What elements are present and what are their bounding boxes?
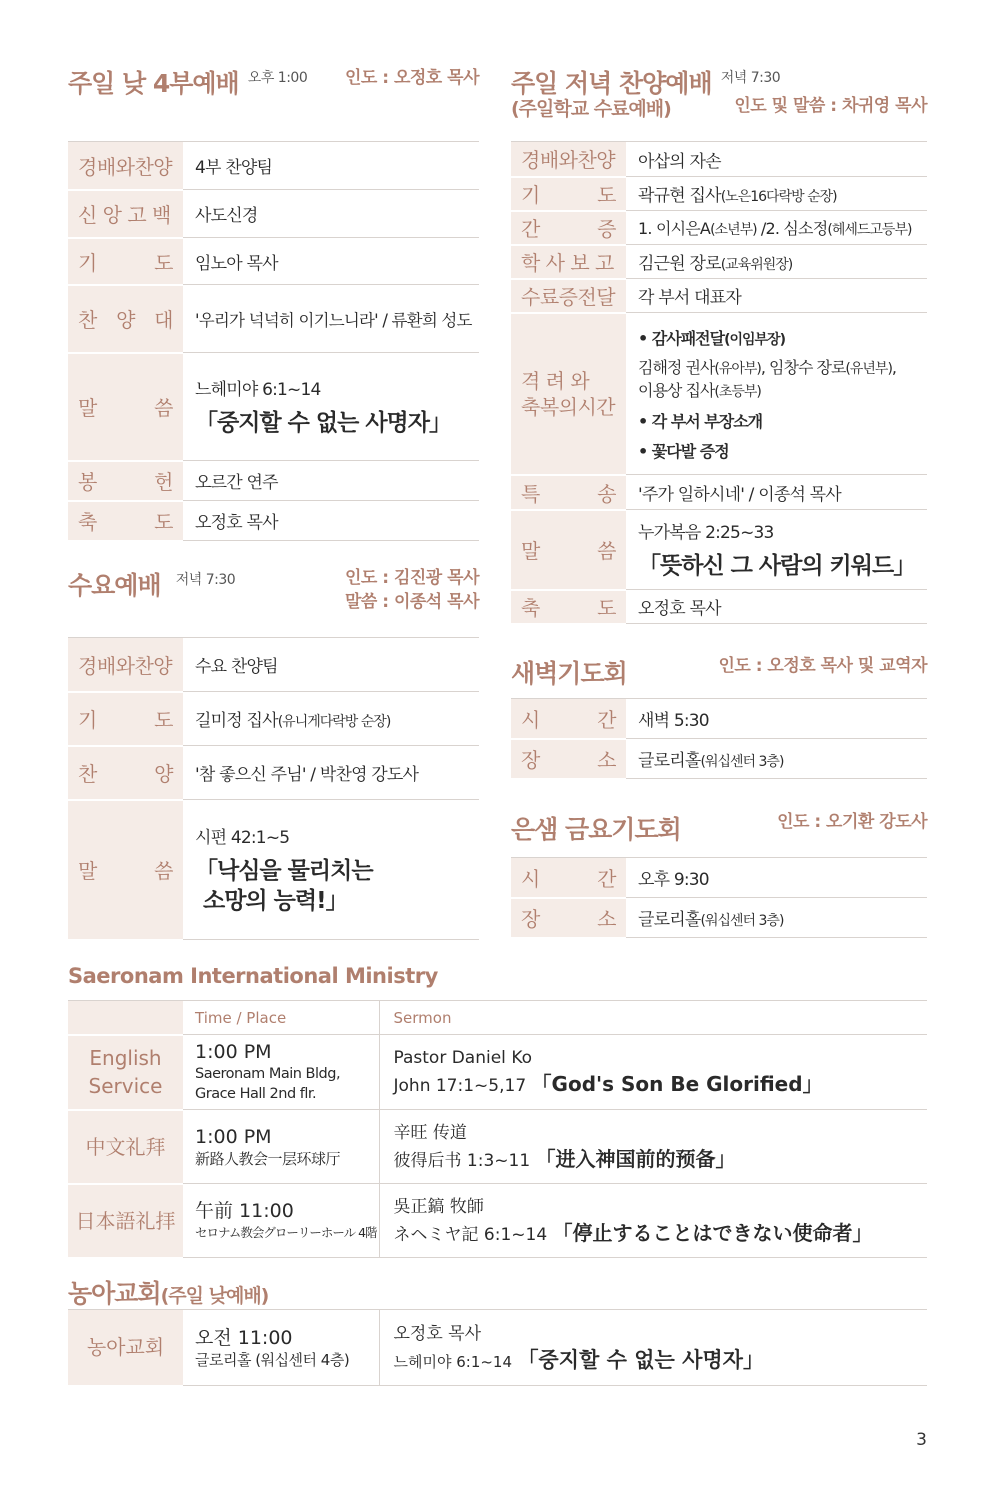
dawn-header bbox=[511, 654, 927, 686]
row-value bbox=[626, 739, 927, 779]
table-row bbox=[68, 501, 479, 541]
friday-table bbox=[511, 857, 927, 939]
label-text: 격 려 와 bbox=[521, 368, 590, 393]
table-row bbox=[511, 313, 927, 475]
recipients-line2 bbox=[638, 380, 915, 403]
table-row bbox=[511, 279, 927, 313]
row-label: 수료증전달 bbox=[511, 279, 626, 313]
table-row bbox=[68, 1184, 927, 1258]
row-value: 각 부서 대표자 bbox=[626, 279, 927, 313]
value-note: (유니게다락방 순장) bbox=[277, 714, 391, 730]
table-row bbox=[68, 461, 479, 501]
row-value: 오정호 목사 bbox=[626, 590, 927, 624]
sermon-cell bbox=[379, 1035, 927, 1110]
header-sermon: Sermon bbox=[379, 1001, 927, 1035]
scripture-reference: ネヘミヤ記 6:1~14 bbox=[393, 1224, 548, 1245]
separator: , bbox=[891, 358, 897, 377]
table-row bbox=[68, 238, 479, 285]
row-label: 축 도 bbox=[511, 590, 626, 624]
row-label: 말 씀 bbox=[68, 353, 183, 461]
value-note: (소년부) bbox=[710, 222, 757, 238]
row-label: 찬 양 대 bbox=[68, 285, 183, 353]
table-row bbox=[68, 1035, 927, 1110]
sermon-title-line2: 소망의 능력!」 bbox=[203, 888, 348, 914]
page-number: 3 bbox=[916, 1430, 927, 1450]
wednesday-header bbox=[68, 566, 479, 618]
wednesday-preacher: 말씀 : 이종석 목사 bbox=[344, 592, 479, 612]
nongah-title: 농아교회 bbox=[68, 1279, 161, 1308]
nongah-table bbox=[68, 1309, 927, 1387]
row-value: 오정호 목사 bbox=[183, 501, 479, 541]
table-row bbox=[511, 739, 927, 779]
sermon-cell bbox=[379, 1184, 927, 1258]
sermon-cell bbox=[379, 1310, 927, 1386]
sermon-title: 「중지할 수 없는 사명자」 bbox=[517, 1347, 764, 1372]
row-label: 찬 양 bbox=[68, 746, 183, 800]
header-time-place: Time / Place bbox=[183, 1001, 379, 1035]
recipient: 이용상 집사 bbox=[638, 381, 715, 400]
row-label: 장 소 bbox=[511, 898, 626, 938]
recipient-note: (초등부) bbox=[714, 384, 761, 400]
sermon-title: 「进入神国前的预备」 bbox=[535, 1146, 736, 1171]
row-label: 말 씀 bbox=[511, 510, 626, 590]
row-value: 아삽의 자손 bbox=[626, 142, 927, 177]
sunday4-leader: 인도 : 오정호 목사 bbox=[344, 68, 479, 88]
label-line2: Service bbox=[88, 1074, 163, 1098]
value-note: (워십센터 3층) bbox=[700, 913, 784, 929]
label-line1 bbox=[521, 368, 616, 394]
table-row bbox=[511, 177, 927, 211]
value-text: 김근원 장로 bbox=[638, 254, 721, 274]
evening-title: 주일 저녁 찬양예배 bbox=[511, 69, 712, 98]
international-table bbox=[68, 1000, 927, 1259]
service-time: 1:00 PM bbox=[195, 1041, 272, 1063]
table-header-row bbox=[68, 1001, 927, 1035]
service-time: 午前 11:00 bbox=[195, 1199, 294, 1222]
table-row bbox=[68, 285, 479, 353]
row-value bbox=[626, 211, 927, 245]
bullet-note: (이임부장) bbox=[724, 332, 785, 348]
sermon-line bbox=[394, 1220, 914, 1248]
table-row bbox=[511, 898, 927, 938]
table-row bbox=[511, 142, 927, 177]
nongah-title-note: (주일 낮예배) bbox=[160, 1285, 269, 1307]
evening-leader: 인도 및 말씀 : 차귀영 목사 bbox=[734, 96, 927, 116]
row-label: 시 간 bbox=[511, 699, 626, 739]
sunday4-title: 주일 낮 4부예배 bbox=[68, 69, 239, 98]
service-label: 中文礼拜 bbox=[68, 1110, 183, 1184]
header-empty bbox=[68, 1001, 183, 1035]
table-row bbox=[68, 353, 479, 461]
service-label: 농아교회 bbox=[68, 1310, 183, 1386]
wednesday-time: 저녁 7:30 bbox=[175, 572, 236, 588]
value-text: 글로리홀 bbox=[638, 751, 701, 771]
friday-title: 은샘 금요기도회 bbox=[511, 815, 681, 844]
row-label: 경배와찬양 bbox=[68, 638, 183, 692]
sermon-title-line1: 「낙심을 물리치는 bbox=[195, 858, 373, 884]
recipient: 김해정 권사 bbox=[638, 358, 715, 377]
scripture-reference: 느헤미야 6:1~14 bbox=[195, 380, 321, 400]
wednesday-leaders bbox=[345, 566, 479, 614]
row-value bbox=[626, 177, 927, 211]
sermon-cell bbox=[183, 353, 479, 461]
service-place-line1: Saeronam Main Bldg, bbox=[195, 1066, 341, 1082]
value-text: 길미정 집사 bbox=[195, 711, 278, 731]
sunday4-header bbox=[68, 64, 479, 98]
row-value: '참 좋으신 주님' / 박찬영 강도사 bbox=[183, 746, 479, 800]
table-row bbox=[511, 211, 927, 245]
row-value bbox=[183, 692, 479, 746]
row-label: 경배와찬양 bbox=[68, 142, 183, 190]
bullet-text: • 감사패전달 bbox=[638, 329, 725, 348]
table-row bbox=[511, 510, 927, 590]
row-label: 특 송 bbox=[511, 475, 626, 510]
service-place: 글로리홀 (워십센터 4층) bbox=[195, 1350, 350, 1369]
service-time: 1:00 PM bbox=[195, 1125, 272, 1148]
sermon-line bbox=[394, 1146, 914, 1174]
table-row bbox=[68, 142, 479, 190]
value-text: 1. 이시은A bbox=[638, 219, 711, 238]
scripture-reference: 누가복음 2:25~33 bbox=[638, 523, 774, 543]
service-time: 오전 11:00 bbox=[195, 1326, 293, 1349]
time-place-cell bbox=[183, 1110, 379, 1184]
row-label: 시 간 bbox=[511, 858, 626, 898]
friday-header bbox=[511, 810, 927, 842]
row-value bbox=[626, 245, 927, 279]
table-row bbox=[68, 746, 479, 800]
row-value: '주가 일하시네' / 이종석 목사 bbox=[626, 475, 927, 510]
row-value: 사도신경 bbox=[183, 190, 479, 238]
row-label: 기 도 bbox=[68, 238, 183, 285]
row-value: 새벽 5:30 bbox=[626, 699, 927, 739]
scripture-reference: 시편 42:1~5 bbox=[195, 828, 290, 848]
nongah-header bbox=[68, 1274, 568, 1306]
sunday4-time: 오후 1:00 bbox=[247, 70, 308, 86]
value-text-2: /2. 심소정 bbox=[756, 219, 828, 238]
value-text: 글로리홀 bbox=[638, 910, 701, 930]
table-row bbox=[68, 800, 479, 940]
preacher: 오정호 목사 bbox=[393, 1323, 482, 1344]
row-value: 오후 9:30 bbox=[626, 858, 927, 898]
recipients-line1 bbox=[638, 357, 915, 380]
value-note: (노은16다락방 순장) bbox=[720, 189, 837, 205]
service-label: 日本語礼拝 bbox=[68, 1184, 183, 1258]
value-note-2: (헤세드고등부) bbox=[827, 222, 912, 238]
table-row bbox=[511, 475, 927, 510]
row-value: '우리가 넉넉히 이기느니라' / 류환희 성도 bbox=[183, 285, 479, 353]
row-label: 기 도 bbox=[511, 177, 626, 211]
evening-time: 저녁 7:30 bbox=[720, 70, 781, 86]
value-text: 곽규현 집사 bbox=[638, 186, 721, 206]
preacher: 吳正鎬 牧師 bbox=[393, 1196, 484, 1217]
row-label: 말 씀 bbox=[68, 800, 183, 940]
dawn-title: 새벽기도회 bbox=[511, 659, 627, 688]
wednesday-title: 수요예배 bbox=[68, 571, 161, 600]
row-label: 신 앙 고 백 bbox=[68, 190, 183, 238]
wednesday-table bbox=[68, 637, 479, 941]
sermon-cell bbox=[379, 1110, 927, 1184]
table-row bbox=[68, 190, 479, 238]
table-row bbox=[68, 1310, 927, 1386]
label-line2: 축복의시간 bbox=[521, 394, 616, 419]
service-place: セロナム教会グローリーホール 4階 bbox=[195, 1224, 377, 1240]
service-place: 新路人教会一层环球厅 bbox=[195, 1149, 341, 1168]
table-row bbox=[511, 699, 927, 739]
sermon-cell bbox=[183, 800, 479, 940]
sermon-line bbox=[394, 1071, 914, 1099]
sunday4-table bbox=[68, 141, 479, 542]
evening-table bbox=[511, 141, 927, 625]
row-label: 학 사 보 고 bbox=[511, 245, 626, 279]
row-label: 간 증 bbox=[511, 211, 626, 245]
friday-leader: 인도 : 오기환 강도사 bbox=[777, 812, 927, 832]
row-label: 장 소 bbox=[511, 739, 626, 779]
table-row bbox=[511, 245, 927, 279]
bullet-plaque bbox=[638, 328, 915, 351]
recipient-note: (유아부) bbox=[714, 361, 761, 377]
row-label: 봉 헌 bbox=[68, 461, 183, 501]
bullet-introduction: • 각 부서 부장소개 bbox=[638, 412, 763, 431]
dawn-table bbox=[511, 698, 927, 780]
preacher: Pastor Daniel Ko bbox=[393, 1048, 533, 1068]
sermon-title: 「중지할 수 없는 사명자」 bbox=[195, 410, 451, 436]
row-value: 수요 찬양팀 bbox=[183, 638, 479, 692]
table-row bbox=[68, 692, 479, 746]
value-note: (교육위원장) bbox=[720, 257, 793, 273]
dawn-leader: 인도 : 오정호 목사 및 교역자 bbox=[718, 656, 927, 676]
row-value: 4부 찬양팀 bbox=[183, 142, 479, 190]
evening-header bbox=[511, 64, 927, 120]
wednesday-leader: 인도 : 김진광 목사 bbox=[344, 568, 479, 588]
evening-subtitle: (주일학교 수료예배) bbox=[511, 98, 671, 120]
sermon-title: 「뜻하신 그 사람의 키워드」 bbox=[638, 553, 916, 579]
row-label bbox=[511, 313, 626, 475]
label-line1: English bbox=[89, 1046, 162, 1070]
sermon-cell bbox=[626, 510, 927, 590]
scripture-reference: John 17:1~5,17 bbox=[393, 1076, 527, 1096]
sermon-line bbox=[394, 1347, 914, 1375]
international-title: Saeronam International Ministry bbox=[68, 964, 438, 988]
scripture-reference: 느헤미야 6:1~14 bbox=[393, 1352, 513, 1371]
sermon-title: 「停止することはできない使命者」 bbox=[552, 1220, 873, 1245]
table-row bbox=[511, 590, 927, 624]
recipient-note: (유년부) bbox=[845, 361, 892, 377]
sermon-title: 「God's Son Be Glorified」 bbox=[531, 1072, 823, 1096]
row-value: 오르간 연주 bbox=[183, 461, 479, 501]
value-note: (워십센터 3층) bbox=[700, 754, 784, 770]
encouragement-cell bbox=[626, 313, 927, 475]
service-place-line2: Grace Hall 2nd flr. bbox=[195, 1086, 317, 1102]
row-value: 임노아 목사 bbox=[183, 238, 479, 285]
time-place-cell bbox=[183, 1035, 379, 1110]
scripture-reference: 彼得后书 1:3~11 bbox=[393, 1150, 531, 1171]
time-place-cell bbox=[183, 1184, 379, 1258]
bullet-flowers: • 꽃다발 증정 bbox=[638, 442, 729, 461]
time-place-cell bbox=[183, 1310, 379, 1386]
row-value bbox=[626, 898, 927, 938]
table-row bbox=[68, 638, 479, 692]
table-row bbox=[511, 858, 927, 898]
row-label: 경배와찬양 bbox=[511, 142, 626, 177]
service-label bbox=[68, 1035, 183, 1110]
table-row bbox=[68, 1110, 927, 1184]
preacher: 辛旺 传道 bbox=[393, 1122, 467, 1143]
row-label: 축 도 bbox=[68, 501, 183, 541]
row-label: 기 도 bbox=[68, 692, 183, 746]
recipient: , 임창수 장로 bbox=[760, 358, 846, 377]
